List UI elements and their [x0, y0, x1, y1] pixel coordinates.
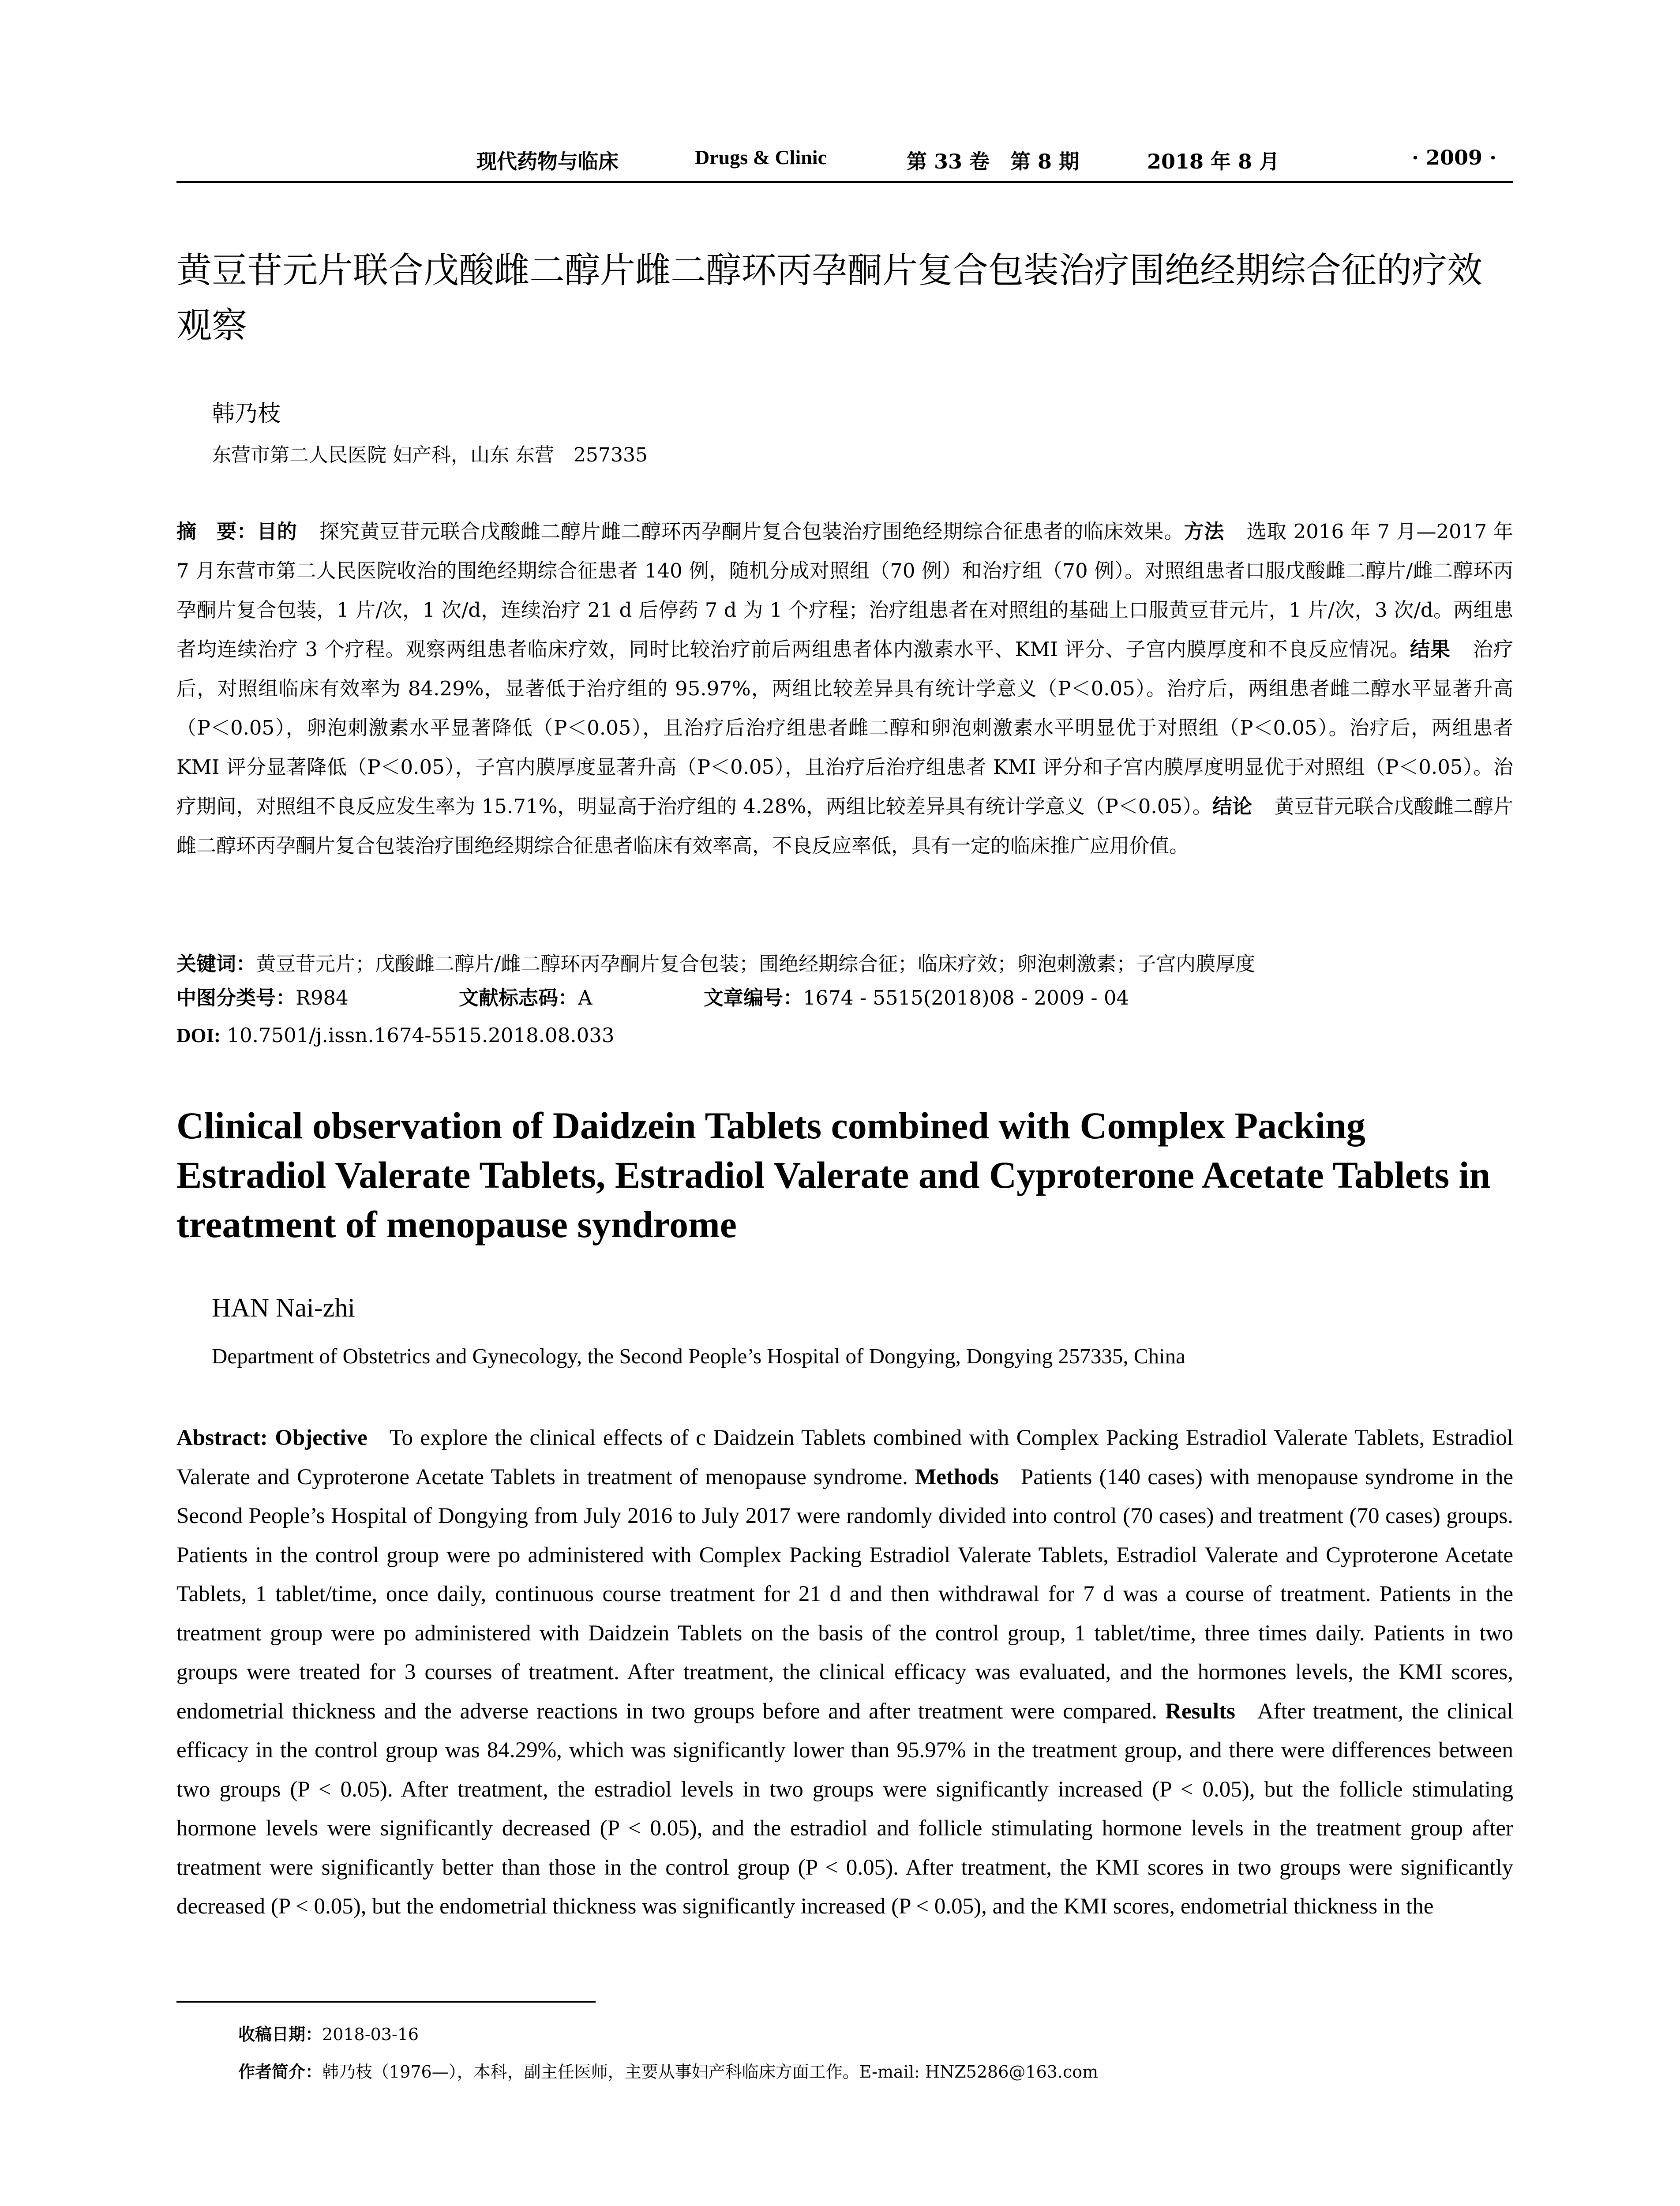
issue: 第 8 期 [1010, 150, 1080, 173]
doc-code-value: A [578, 986, 592, 1009]
en-methods: Patients (140 cases) with menopause syndrome in the Second People’s Hospital of Dongying from July 2016 to July 2017 were randomly divided into control (70 cases) and treatment (70 cases) groups. Patients in the control group were po administered with Complex Packing Estradiol Valerate Tablets, Estradiol Valerate and Cyproterone Acetate Tablets, 1 tablet/time, once daily, continuous course treatment for 21 d and then withdrawal for 7 d was a course of treatment. Patients in the treatment group were po administered with Daidzein Tablets on the basis of the control group, 1 tablet/time, three times daily. Patients in two groups were treated for 3 courses of treatment. After treatment, the clinical efficacy was evaluated, and the hormones levels, the KMI scores, endometrial thickness and the adverse reactions in two groups before and after treatment were compared. [176, 1464, 1514, 1724]
en-author: HAN Nai-zhi [212, 1293, 355, 1322]
cn-conclusion-label: 结论 [1212, 795, 1252, 818]
doi-label: DOI: [176, 1024, 221, 1047]
en-results-label: Results [1165, 1699, 1235, 1724]
cn-abstract [176, 512, 1513, 865]
en-abstract [176, 1418, 1513, 1926]
running-header [176, 132, 1513, 183]
footnote-author [238, 2058, 1098, 2082]
doi-value: 10.7501/j.issn.1674-5515.2018.08.033 [227, 1024, 615, 1047]
clc-value: R984 [296, 986, 349, 1009]
article-no-value: 1674 - 5515(2018)08 - 2009 - 04 [803, 986, 1129, 1009]
page-number: · 2009 · [1412, 146, 1497, 169]
cn-keywords-label: 关键词： [176, 952, 256, 975]
footnote-rule [176, 2001, 596, 2003]
en-methods-label: Methods [915, 1464, 999, 1489]
cn-objective-label: 目的 [257, 520, 297, 543]
doi [176, 1024, 615, 1047]
footnote-received [238, 2021, 419, 2045]
cn-title: 黄豆苷元片联合戊酸雌二醇片雌二醇环丙孕酮片复合包装治疗围绝经期综合征的疗效观察 [176, 250, 1482, 346]
journal-name-cn: 现代药物与临床 [476, 150, 619, 173]
cn-objective: 探究黄豆苷元联合戊酸雌二醇片雌二醇环丙孕酮片复合包装治疗围绝经期综合征患者的临床效果。 [319, 520, 1184, 543]
issue-date: 2018 年 8 月 [1147, 150, 1280, 173]
author-bio-label: 作者简介： [238, 2062, 322, 2082]
received-label: 收稿日期： [238, 2025, 322, 2044]
author-bio: 韩乃枝（1976—），本科，副主任医师，主要从事妇产科临床方面工作。E-mail: HNZ5286@163.com [322, 2062, 1099, 2082]
received-date: 2018-03-16 [322, 2025, 419, 2044]
cn-keywords-text: 黄豆苷元片；戊酸雌二醇片/雌二醇环丙孕酮片复合包装；围绝经期综合征；临床疗效；卵泡刺激素；子宫内膜厚度 [256, 952, 1256, 975]
volume: 第 33 卷 [907, 150, 990, 173]
cn-classification [176, 982, 1513, 1008]
cn-author: 韩乃枝 [212, 401, 281, 427]
cn-abstract-label: 摘 要： [176, 520, 257, 543]
journal-name-en: Drugs & Clinic [695, 146, 827, 169]
cn-keywords [176, 944, 1513, 983]
cn-conclusion: 黄豆苷元联合戊酸雌二醇片雌二醇环丙孕酮片复合包装治疗围绝经期综合征患者临床有效率高，不良反应率低，具有一定的临床推广应用价值。 [176, 795, 1513, 857]
cn-methods-label: 方法 [1184, 520, 1224, 543]
cn-results-label: 结果 [1410, 638, 1451, 661]
en-title: Clinical observation of Daidzein Tablets combined with Complex Packing Estradiol Valerate Tablets, Estradiol Valerate and Cyproterone Acetate Tablets in treatment of menopause syndrome [176, 1104, 1491, 1246]
en-affiliation: Department of Obstetrics and Gynecology, the Second People’s Hospital of Dongying, Dongying 257335, China [212, 1344, 1185, 1368]
en-objective: To explore the clinical effects of c Daidzein Tablets combined with Complex Packing Estradiol Valerate Tablets, Estradiol Valerate and Cyproterone Acetate Tablets in treatment of menopause syndrome. [176, 1426, 1514, 1489]
doc-code-label: 文献标志码： [459, 986, 578, 1009]
cn-affiliation: 东营市第二人民医院 妇产科，山东 东营 257335 [212, 444, 648, 466]
article-no-label: 文章编号： [704, 986, 803, 1009]
clc-label: 中图分类号： [176, 986, 296, 1009]
en-results: After treatment, the clinical efficacy in the control group was 84.29%, which was significantly lower than 95.97% in the treatment group, and there were differences between two groups (P < 0.05). After treatment, the estradiol levels in two groups were significantly increased (P < 0.05), but the follicle stimulating hormone levels were significantly decreased (P < 0.05), and the estradiol and follicle stimulating hormone levels in the treatment group after treatment were significantly better than those in the control group (P < 0.05). After treatment, the KMI scores in two groups were significantly decreased (P < 0.05), but the endometrial thickness was significantly increased (P < 0.05), and the KMI scores, endometrial thickness in the [176, 1699, 1514, 1919]
cn-results: 治疗后，对照组临床有效率为 84.29%，显著低于治疗组的 95.97%，两组比较差异具有统计学意义（P＜0.05）。治疗后，两组患者雌二醇水平显著升高（P＜0.05），卵泡刺激素水平显著降低（P＜0.05），且治疗后治疗组患者雌二醇和卵泡刺激素水平明显优于对照组（P＜0.05）。治疗后，两组患者 KMI 评分显著降低（P＜0.05），子宫内膜厚度显著升高（P＜0.05），且治疗后治疗组患者 KMI 评分和子宫内膜厚度明显优于对照组（P＜0.05）。治疗期间，对照组不良反应发生率为 15.71%，明显高于治疗组的 4.28%，两组比较差异具有统计学意义（P＜0.05）。 [176, 638, 1513, 818]
en-abstract-label: Abstract: Objective [176, 1426, 368, 1450]
cn-methods: 选取 2016 年 7 月—2017 年 7 月东营市第二人民医院收治的围绝经期综合征患者 140 例，随机分成对照组（70 例）和治疗组（70 例）。对照组患者口服戊酸雌二醇片/雌二醇环丙孕酮片复合包装，1 片/次，1 次/d，连续治疗 21 d 后停药 7 d 为 1 个疗程；治疗组患者在对照组的基础上口服黄豆苷元片，1 片/次，3 次/d。两组患者均连续治疗 3 个疗程。观察两组患者临床疗效，同时比较治疗前后两组患者体内激素水平、KMI 评分、子宫内膜厚度和不良反应情况。 [176, 520, 1513, 661]
